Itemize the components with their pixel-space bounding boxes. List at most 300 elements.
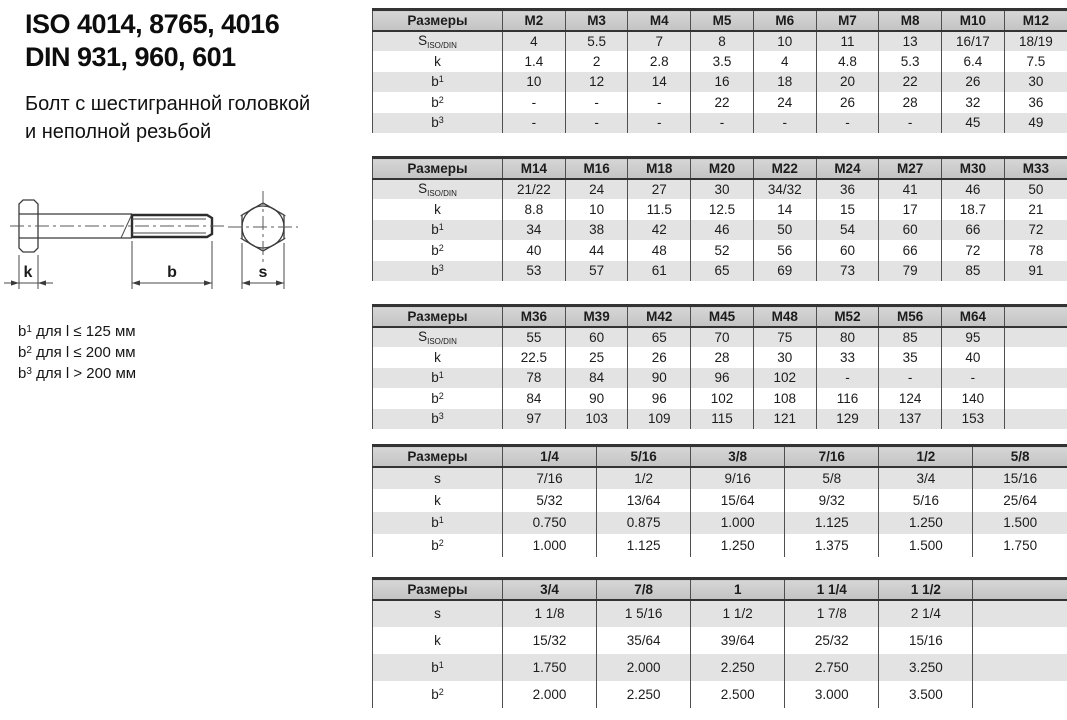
- size-column-header: M36: [503, 306, 566, 327]
- value-cell: 124: [879, 388, 942, 409]
- value-cell: 11: [816, 31, 879, 52]
- table-row: [373, 179, 1067, 200]
- product-description: [25, 90, 310, 146]
- row-label: $S_{ISO/DIN}$: [373, 179, 503, 200]
- row-label: $b^2$: [373, 240, 503, 261]
- row-label: $b^1$: [373, 220, 503, 241]
- value-cell: 2.250: [691, 654, 785, 681]
- size-column-header: M24: [816, 158, 879, 179]
- value-cell: 56: [753, 240, 816, 261]
- size-column-header: M5: [691, 10, 754, 31]
- dim-label-b: b: [167, 264, 177, 281]
- value-cell: 34: [503, 220, 566, 241]
- size-column-header: M52: [816, 306, 879, 327]
- table-header-row: [373, 10, 1067, 31]
- value-cell: 24: [565, 179, 628, 200]
- row-label: $b^1$: [373, 368, 503, 389]
- value-cell: 1.500: [973, 512, 1067, 535]
- value-cell: 10: [565, 199, 628, 220]
- value-cell: [973, 627, 1067, 654]
- value-cell: 121: [753, 409, 816, 430]
- value-cell: 1.250: [879, 512, 973, 535]
- value-cell: 69: [753, 261, 816, 282]
- value-cell: 129: [816, 409, 879, 430]
- value-cell: [1004, 347, 1067, 368]
- value-cell: 78: [1004, 240, 1067, 261]
- value-cell: 26: [816, 92, 879, 113]
- row-label: k: [373, 347, 503, 368]
- note-b2: $b^2$ для l ≤ 200 мм: [18, 344, 136, 361]
- table-row: [373, 368, 1067, 389]
- size-column-header: M27: [879, 158, 942, 179]
- table-row: [373, 261, 1067, 282]
- size-column-header: M8: [879, 10, 942, 31]
- value-cell: 28: [691, 347, 754, 368]
- value-cell: 65: [628, 327, 691, 348]
- table-header-row: [373, 446, 1067, 467]
- value-cell: 13: [879, 31, 942, 52]
- value-cell: 22: [879, 72, 942, 93]
- row-label-header: Размеры: [373, 158, 503, 179]
- row-label: $S_{ISO/DIN}$: [373, 327, 503, 348]
- din-standards-line: DIN 931, 960, 601: [25, 42, 236, 72]
- value-cell: 25: [565, 347, 628, 368]
- size-column-header: M14: [503, 158, 566, 179]
- value-cell: 50: [1004, 179, 1067, 200]
- size-column-header: M10: [942, 10, 1005, 31]
- value-cell: 5/32: [503, 489, 597, 512]
- value-cell: 6.4: [942, 51, 1005, 72]
- value-cell: [973, 654, 1067, 681]
- value-cell: 102: [691, 388, 754, 409]
- value-cell: 116: [816, 388, 879, 409]
- value-cell: -: [816, 368, 879, 389]
- value-cell: 72: [1004, 220, 1067, 241]
- value-cell: 2 1/4: [879, 600, 973, 627]
- value-cell: -: [691, 113, 754, 134]
- row-label: $S_{ISO/DIN}$: [373, 31, 503, 52]
- value-cell: 14: [753, 199, 816, 220]
- bolt-side-view: [10, 200, 224, 252]
- table-header-row: [373, 306, 1067, 327]
- size-column-header: 7/16: [785, 446, 879, 467]
- value-cell: 103: [565, 409, 628, 430]
- value-cell: 90: [565, 388, 628, 409]
- value-cell: 108: [753, 388, 816, 409]
- value-cell: 4: [503, 31, 566, 52]
- value-cell: 140: [942, 388, 1005, 409]
- value-cell: 73: [816, 261, 879, 282]
- size-column-header: M42: [628, 306, 691, 327]
- value-cell: 5.5: [565, 31, 628, 52]
- value-cell: 1.4: [503, 51, 566, 72]
- value-cell: 75: [753, 327, 816, 348]
- value-cell: 137: [879, 409, 942, 430]
- value-cell: 7.5: [1004, 51, 1067, 72]
- row-label: $b^3$: [373, 261, 503, 282]
- size-column-header: [1004, 306, 1067, 327]
- table-row: [373, 113, 1067, 134]
- value-cell: 60: [879, 220, 942, 241]
- value-cell: 70: [691, 327, 754, 348]
- bolt-end-view: [228, 191, 298, 263]
- value-cell: 40: [503, 240, 566, 261]
- value-cell: [1004, 368, 1067, 389]
- value-cell: 2.8: [628, 51, 691, 72]
- value-cell: 33: [816, 347, 879, 368]
- size-column-header: 1: [691, 579, 785, 600]
- value-cell: 28: [879, 92, 942, 113]
- value-cell: 42: [628, 220, 691, 241]
- size-column-header: [973, 579, 1067, 600]
- table-inch-large: [372, 577, 1067, 708]
- value-cell: 53: [503, 261, 566, 282]
- value-cell: 55: [503, 327, 566, 348]
- dim-label-s: s: [258, 264, 268, 281]
- value-cell: 18.7: [942, 199, 1005, 220]
- value-cell: 4.8: [816, 51, 879, 72]
- value-cell: 54: [816, 220, 879, 241]
- note-b3: $b^3$ для l > 200 мм: [18, 365, 137, 382]
- value-cell: 46: [942, 179, 1005, 200]
- table-row: [373, 199, 1067, 220]
- value-cell: 0.750: [503, 512, 597, 535]
- table-row: [373, 347, 1067, 368]
- value-cell: 7/16: [503, 467, 597, 490]
- value-cell: 5/8: [785, 467, 879, 490]
- value-cell: 85: [879, 327, 942, 348]
- size-column-header: 5/16: [597, 446, 691, 467]
- value-cell: 15: [816, 199, 879, 220]
- value-cell: 3.000: [785, 681, 879, 708]
- value-cell: 15/16: [879, 627, 973, 654]
- value-cell: 3.250: [879, 654, 973, 681]
- size-column-header: M6: [753, 10, 816, 31]
- row-label: s: [373, 600, 503, 627]
- row-label: k: [373, 489, 503, 512]
- value-cell: 50: [753, 220, 816, 241]
- value-cell: 12.5: [691, 199, 754, 220]
- size-column-header: M16: [565, 158, 628, 179]
- value-cell: 60: [565, 327, 628, 348]
- value-cell: 14: [628, 72, 691, 93]
- value-cell: 39/64: [691, 627, 785, 654]
- table-metric-m36-m64: [372, 304, 1067, 429]
- table-metric-m14-m33: [372, 156, 1067, 281]
- size-column-header: M64: [942, 306, 1005, 327]
- table-metric-m2-m12: [372, 8, 1067, 133]
- size-column-header: M20: [691, 158, 754, 179]
- value-cell: 3/4: [879, 467, 973, 490]
- value-cell: 26: [628, 347, 691, 368]
- value-cell: 44: [565, 240, 628, 261]
- value-cell: 36: [816, 179, 879, 200]
- value-cell: 96: [628, 388, 691, 409]
- value-cell: 38: [565, 220, 628, 241]
- row-label: $b^1$: [373, 72, 503, 93]
- table-row: [373, 489, 1067, 512]
- value-cell: 35/64: [597, 627, 691, 654]
- description-line-2: и неполной резьбой: [25, 121, 212, 143]
- value-cell: 2: [565, 51, 628, 72]
- value-cell: 48: [628, 240, 691, 261]
- table-row: [373, 627, 1067, 654]
- table-row: [373, 512, 1067, 535]
- value-cell: -: [879, 368, 942, 389]
- value-cell: 21: [1004, 199, 1067, 220]
- value-cell: 34/32: [753, 179, 816, 200]
- value-cell: 17: [879, 199, 942, 220]
- table-row: [373, 681, 1067, 708]
- table-row: [373, 240, 1067, 261]
- value-cell: 1.125: [597, 534, 691, 557]
- row-label: $b^3$: [373, 113, 503, 134]
- iso-standards-line: ISO 4014, 8765, 4016: [25, 9, 280, 39]
- dim-label-k: k: [23, 264, 33, 281]
- value-cell: [1004, 327, 1067, 348]
- size-column-header: 1/4: [503, 446, 597, 467]
- value-cell: 79: [879, 261, 942, 282]
- value-cell: 32: [942, 92, 1005, 113]
- value-cell: 1.000: [691, 512, 785, 535]
- value-cell: 40: [942, 347, 1005, 368]
- value-cell: 95: [942, 327, 1005, 348]
- value-cell: 66: [942, 220, 1005, 241]
- table-row: [373, 409, 1067, 430]
- size-column-header: M45: [691, 306, 754, 327]
- description-line-1: Болт с шестигранной головкой: [25, 93, 311, 115]
- row-label-header: Размеры: [373, 10, 503, 31]
- size-column-header: M2: [503, 10, 566, 31]
- row-label: $b^2$: [373, 92, 503, 113]
- size-column-header: 3/4: [503, 579, 597, 600]
- table-header-row: [373, 158, 1067, 179]
- value-cell: 96: [691, 368, 754, 389]
- value-cell: 2.250: [597, 681, 691, 708]
- value-cell: 109: [628, 409, 691, 430]
- value-cell: 22.5: [503, 347, 566, 368]
- value-cell: 1.125: [785, 512, 879, 535]
- value-cell: 3.500: [879, 681, 973, 708]
- table-header-row: [373, 579, 1067, 600]
- row-label: k: [373, 51, 503, 72]
- table-row: [373, 92, 1067, 113]
- value-cell: 61: [628, 261, 691, 282]
- value-cell: 85: [942, 261, 1005, 282]
- table-row: [373, 72, 1067, 93]
- value-cell: 80: [816, 327, 879, 348]
- size-column-header: M3: [565, 10, 628, 31]
- value-cell: 21/22: [503, 179, 566, 200]
- value-cell: 1.375: [785, 534, 879, 557]
- value-cell: 15/32: [503, 627, 597, 654]
- row-label: $b^3$: [373, 409, 503, 430]
- value-cell: 30: [1004, 72, 1067, 93]
- row-label: k: [373, 199, 503, 220]
- left-panel: [0, 0, 372, 720]
- row-label: k: [373, 627, 503, 654]
- value-cell: [1004, 409, 1067, 430]
- value-cell: 13/64: [597, 489, 691, 512]
- value-cell: 1.500: [879, 534, 973, 557]
- table-row: [373, 220, 1067, 241]
- value-cell: 66: [879, 240, 942, 261]
- size-column-header: M12: [1004, 10, 1067, 31]
- value-cell: 1 7/8: [785, 600, 879, 627]
- value-cell: 10: [753, 31, 816, 52]
- value-cell: 18: [753, 72, 816, 93]
- value-cell: 153: [942, 409, 1005, 430]
- value-cell: 16: [691, 72, 754, 93]
- value-cell: 1 5/16: [597, 600, 691, 627]
- table-row: [373, 388, 1067, 409]
- row-label-header: Размеры: [373, 306, 503, 327]
- value-cell: [1004, 388, 1067, 409]
- value-cell: -: [816, 113, 879, 134]
- value-cell: 1.750: [973, 534, 1067, 557]
- row-label: $b^2$: [373, 681, 503, 708]
- value-cell: 1.750: [503, 654, 597, 681]
- size-column-header: M18: [628, 158, 691, 179]
- value-cell: 1 1/8: [503, 600, 597, 627]
- value-cell: -: [753, 113, 816, 134]
- value-cell: 9/32: [785, 489, 879, 512]
- size-column-header: M48: [753, 306, 816, 327]
- value-cell: -: [565, 113, 628, 134]
- value-cell: -: [942, 368, 1005, 389]
- value-cell: -: [503, 92, 566, 113]
- value-cell: 91: [1004, 261, 1067, 282]
- size-column-header: M39: [565, 306, 628, 327]
- bolt-technical-drawing: [0, 183, 330, 298]
- value-cell: 35: [879, 347, 942, 368]
- size-column-header: 1 1/4: [785, 579, 879, 600]
- value-cell: 65: [691, 261, 754, 282]
- value-cell: [973, 600, 1067, 627]
- row-label: $b^2$: [373, 388, 503, 409]
- standards-title: [25, 8, 279, 74]
- size-column-header: 1 1/2: [879, 579, 973, 600]
- value-cell: -: [565, 92, 628, 113]
- size-column-header: 1/2: [879, 446, 973, 467]
- value-cell: 84: [503, 388, 566, 409]
- value-cell: -: [628, 92, 691, 113]
- value-cell: 2.000: [597, 654, 691, 681]
- value-cell: [973, 681, 1067, 708]
- value-cell: 0.875: [597, 512, 691, 535]
- value-cell: 60: [816, 240, 879, 261]
- value-cell: 115: [691, 409, 754, 430]
- value-cell: 11.5: [628, 199, 691, 220]
- dimension-b: [132, 241, 212, 289]
- value-cell: 1/2: [597, 467, 691, 490]
- value-cell: 22: [691, 92, 754, 113]
- table-row: [373, 31, 1067, 52]
- value-cell: 1.250: [691, 534, 785, 557]
- size-column-header: 7/8: [597, 579, 691, 600]
- value-cell: 102: [753, 368, 816, 389]
- value-cell: 4: [753, 51, 816, 72]
- value-cell: 1 1/2: [691, 600, 785, 627]
- row-label-header: Размеры: [373, 446, 503, 467]
- value-cell: -: [503, 113, 566, 134]
- thread-length-notes: [18, 320, 136, 383]
- value-cell: 30: [691, 179, 754, 200]
- value-cell: 25/32: [785, 627, 879, 654]
- row-label: s: [373, 467, 503, 490]
- value-cell: 18/19: [1004, 31, 1067, 52]
- size-column-header: 5/8: [973, 446, 1067, 467]
- value-cell: 25/64: [973, 489, 1067, 512]
- value-cell: 27: [628, 179, 691, 200]
- size-column-header: M4: [628, 10, 691, 31]
- value-cell: 5/16: [879, 489, 973, 512]
- value-cell: -: [879, 113, 942, 134]
- value-cell: 36: [1004, 92, 1067, 113]
- value-cell: 5.3: [879, 51, 942, 72]
- value-cell: 46: [691, 220, 754, 241]
- size-column-header: M33: [1004, 158, 1067, 179]
- value-cell: 78: [503, 368, 566, 389]
- value-cell: 49: [1004, 113, 1067, 134]
- table-inch-small: [372, 444, 1067, 557]
- size-column-header: M56: [879, 306, 942, 327]
- dimension-k: [4, 255, 53, 289]
- row-label-header: Размеры: [373, 579, 503, 600]
- value-cell: 30: [753, 347, 816, 368]
- value-cell: 15/64: [691, 489, 785, 512]
- value-cell: 45: [942, 113, 1005, 134]
- value-cell: 97: [503, 409, 566, 430]
- table-row: [373, 600, 1067, 627]
- value-cell: 7: [628, 31, 691, 52]
- table-row: [373, 654, 1067, 681]
- note-b1: $b^1$ для l ≤ 125 мм: [18, 323, 136, 340]
- value-cell: 41: [879, 179, 942, 200]
- value-cell: 52: [691, 240, 754, 261]
- table-row: [373, 327, 1067, 348]
- row-label: $b^1$: [373, 654, 503, 681]
- value-cell: 16/17: [942, 31, 1005, 52]
- value-cell: 26: [942, 72, 1005, 93]
- value-cell: 57: [565, 261, 628, 282]
- row-label: $b^1$: [373, 512, 503, 535]
- value-cell: 12: [565, 72, 628, 93]
- value-cell: 24: [753, 92, 816, 113]
- value-cell: 20: [816, 72, 879, 93]
- value-cell: 1.000: [503, 534, 597, 557]
- value-cell: 15/16: [973, 467, 1067, 490]
- value-cell: -: [628, 113, 691, 134]
- table-row: [373, 534, 1067, 557]
- value-cell: 90: [628, 368, 691, 389]
- value-cell: 72: [942, 240, 1005, 261]
- value-cell: 9/16: [691, 467, 785, 490]
- value-cell: 8: [691, 31, 754, 52]
- value-cell: 3.5: [691, 51, 754, 72]
- size-column-header: M30: [942, 158, 1005, 179]
- value-cell: 2.000: [503, 681, 597, 708]
- table-row: [373, 467, 1067, 490]
- value-cell: 8.8: [503, 199, 566, 220]
- size-column-header: M7: [816, 10, 879, 31]
- value-cell: 10: [503, 72, 566, 93]
- table-row: [373, 51, 1067, 72]
- row-label: $b^2$: [373, 534, 503, 557]
- value-cell: 2.500: [691, 681, 785, 708]
- size-column-header: 3/8: [691, 446, 785, 467]
- value-cell: 2.750: [785, 654, 879, 681]
